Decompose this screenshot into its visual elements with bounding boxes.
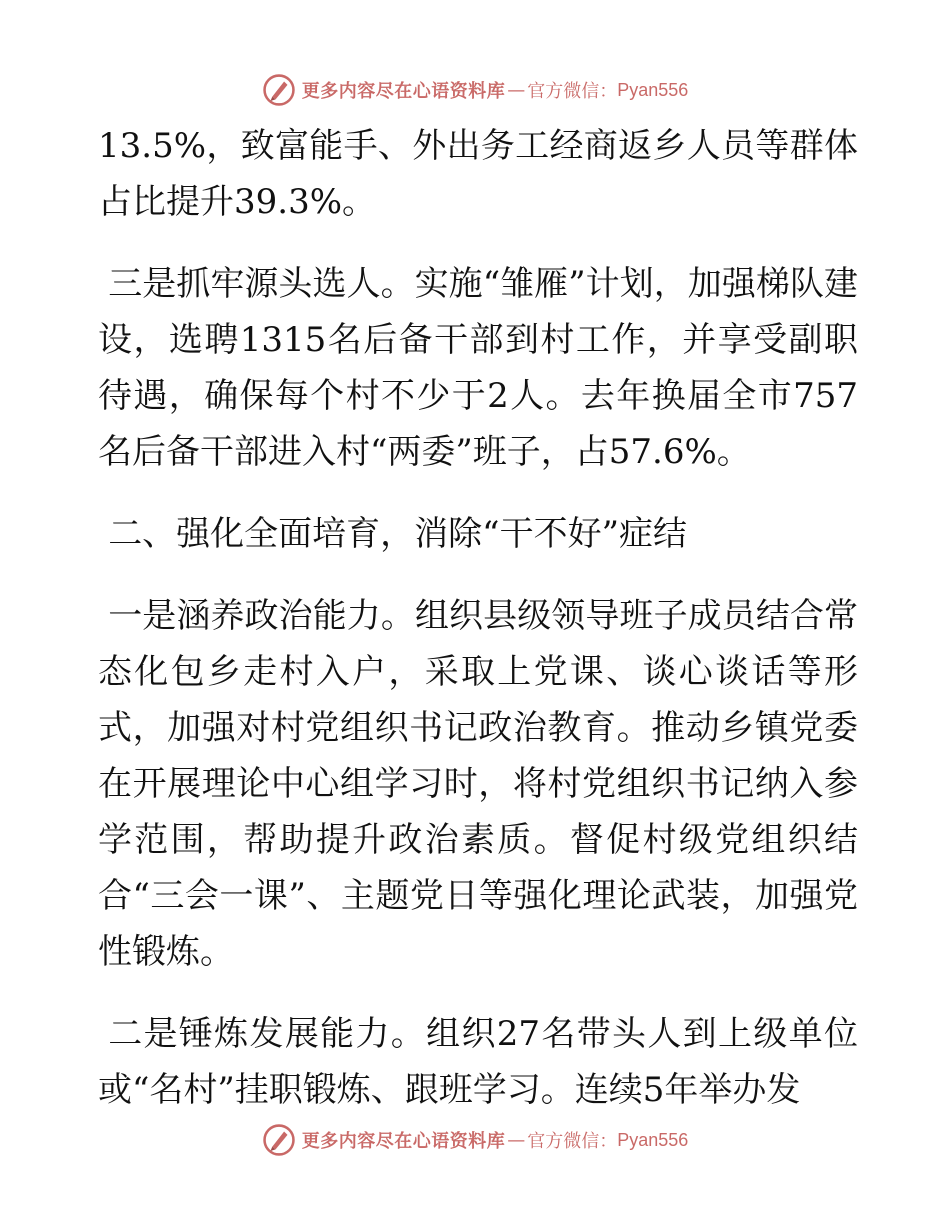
footer-watermark [0,1120,950,1160]
watermark-wechat-id: Pyan556 [617,79,689,100]
paragraph: 二是锤炼发展能力。组织27名带头人到上级单位或“名村”挂职锻炼、跟班学习。连续5年举办发 [98,1014,858,1110]
paragraph: 三是抓牢源头选人。实施“雏雁”计划，加强梯队建设，选聘1315名后备干部到村工作，并享受副职待遇，确保每个村不少于2人。去年换届全市757名后备干部进入村“两委”班子，占57.6%。 [98,264,858,472]
document-body [98,118,858,1144]
watermark-dash: — [507,79,526,101]
watermark-wechat-label: 官方微信： [527,1131,618,1152]
watermark-wechat-label: 官方微信： [527,81,618,102]
pen-logo-icon [262,73,296,107]
watermark-text: 更多内容尽在心语资料库 [301,81,506,102]
section-heading: 二、强化全面培育，消除“干不好”症结 [108,514,687,554]
header-watermark [0,70,950,110]
watermark-text: 更多内容尽在心语资料库 [301,1131,506,1152]
watermark-wechat-id: Pyan556 [617,1129,689,1150]
pen-logo-icon [262,1123,296,1157]
paragraph: 13.5%，致富能手、外出务工经商返乡人员等群体占比提升39.3%。 [98,126,858,222]
paragraph: 一是涵养政治能力。组织县级领导班子成员结合常态化包乡走村入户，采取上党课、谈心谈话等形式，加强对村党组织书记政治教育。推动乡镇党委在开展理论中心组学习时，将村党组织书记纳入参学范围，帮助提升政治素质。督促村级党组织结合“三会一课”、主题党日等强化理论武装，加强党性锻炼。 [98,596,858,972]
watermark-dash: — [507,1129,526,1151]
